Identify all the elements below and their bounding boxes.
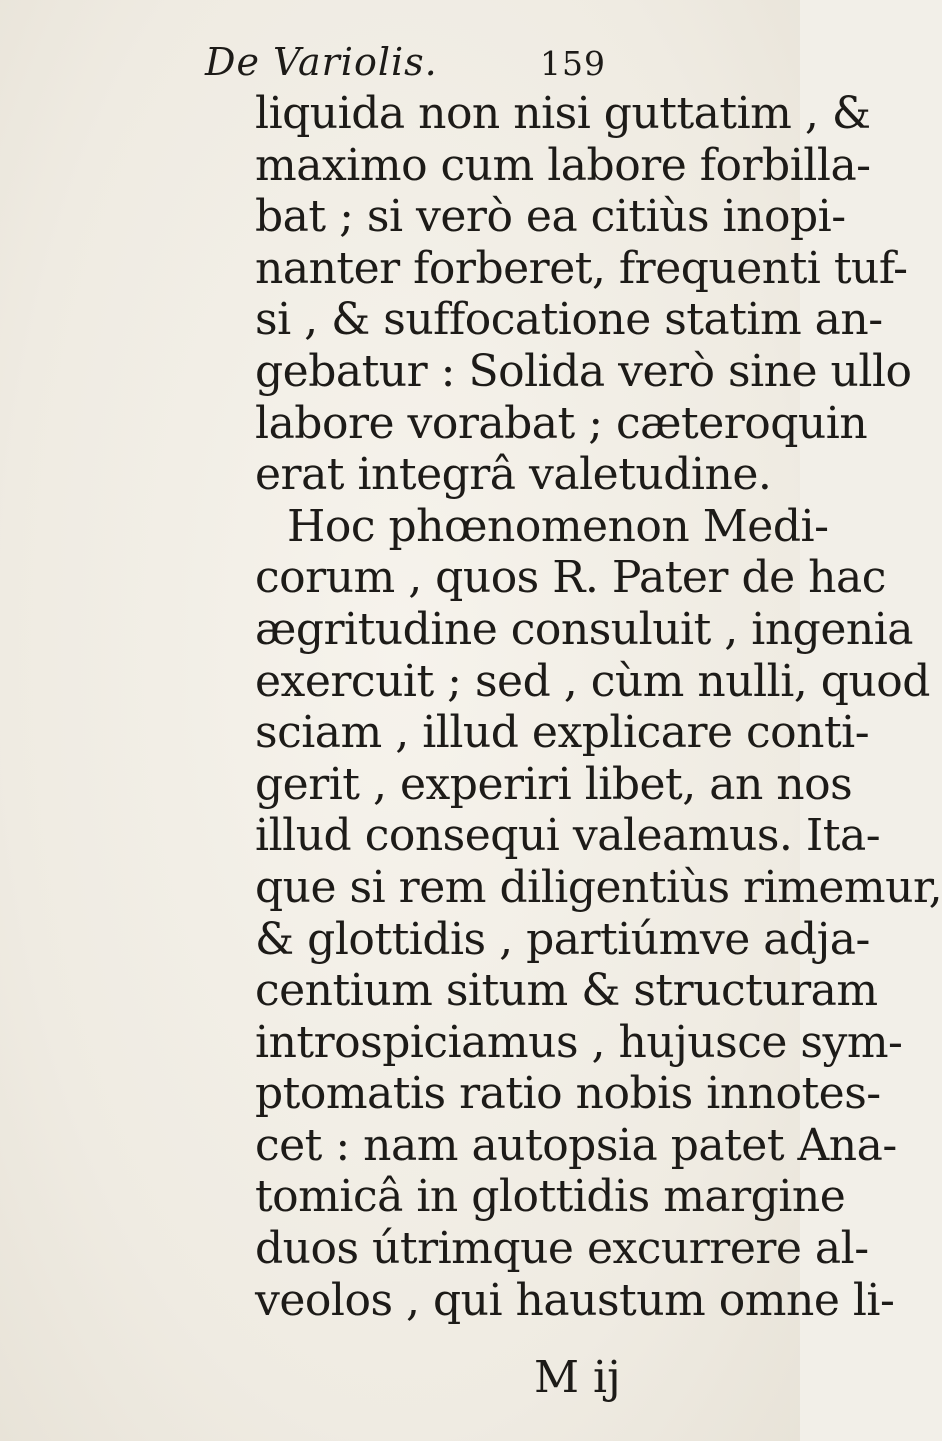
text-line: que si rem diligentiùs rimemur, [255,861,942,913]
signature-mark: M ij [534,1352,621,1403]
text-line: erat integrâ valetudine. [255,449,772,501]
text-line: sciam , illud explicare conti- [255,707,870,759]
text-line: maximo cum labore forbilla- [255,139,871,191]
text-line: si , & suffocatione statim an- [255,294,883,346]
page-number: 159 [540,44,606,83]
text-line: & glottidis , partiúmve adja- [255,913,870,965]
text-line: centium situm & structuram [255,965,878,1017]
text-line: bat ; si verò ea citiùs inopi- [255,191,846,243]
text-line: ægritudine consuluit , ingenia [255,603,914,655]
text-line: exercuit ; sed , cùm nulli, quod [255,655,930,707]
text-line: liquida non nisi guttatim , & [255,88,871,139]
text-line: gebatur : Solida verò sine ullo [255,345,912,397]
text-line: introspiciamus , hujusce sym- [255,1016,903,1068]
text-line: ptomatis ratio nobis innotes- [255,1068,881,1120]
paragraph-start-line: Hoc phœnomenon Medi- [287,500,829,552]
text-line: gerit , experiri libet, an nos [255,758,853,810]
text-line: tomicâ in glottidis margine [255,1171,846,1223]
text-line: veolos , qui haustum omne li- [255,1274,895,1326]
text-line: illud consequi valeamus. Ita- [255,810,881,862]
text-line: duos útrimque excurrere al- [255,1223,869,1275]
page-header [0,40,800,90]
text-line: nanter forberet, frequenti tuf- [255,242,908,294]
text-line: cet : nam autopsia patet Ana- [255,1119,897,1171]
text-line: corum , quos R. Pater de hac [255,552,886,604]
running-title: De Variolis. [205,40,438,84]
body-text [255,88,942,1326]
text-line: labore vorabat ; cæteroquin [255,397,868,449]
